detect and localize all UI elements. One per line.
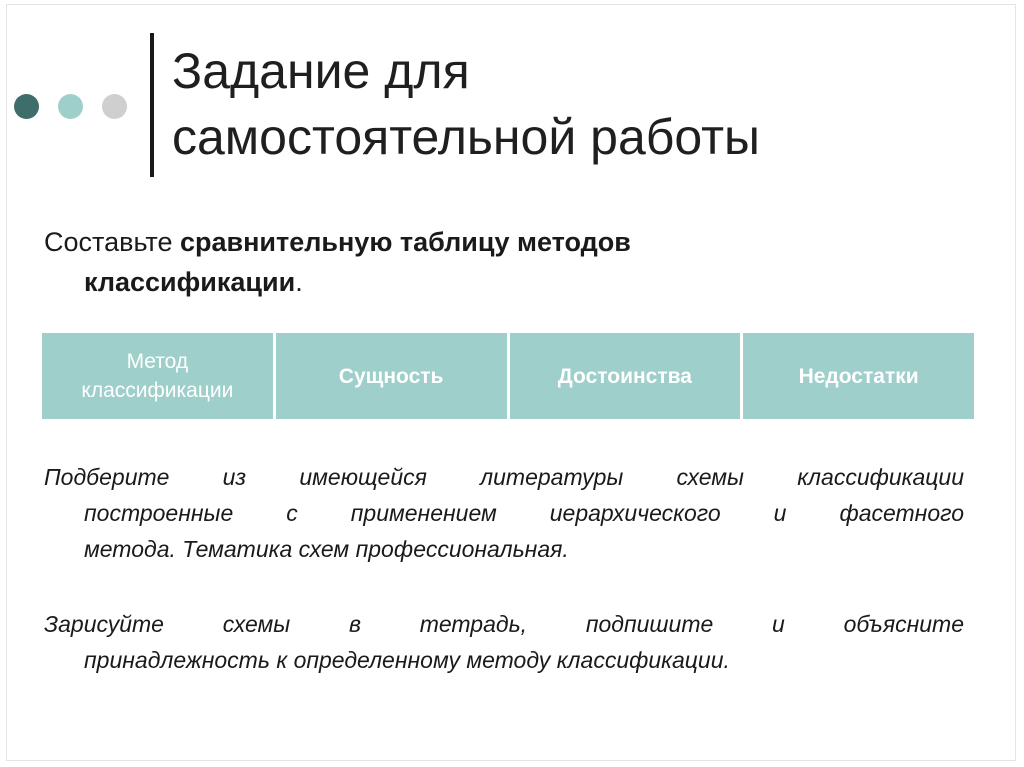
decor-dot-mid bbox=[58, 94, 83, 119]
slide-title bbox=[172, 38, 992, 170]
table-header-cell bbox=[743, 333, 974, 419]
comparison-table-header bbox=[42, 333, 974, 419]
table-header-cell bbox=[276, 333, 507, 419]
intro-end: . bbox=[295, 267, 303, 297]
paragraph-1-line-3: метода. Тематика схем профессиональная. bbox=[84, 536, 569, 562]
table-header-cell bbox=[510, 333, 741, 419]
intro-line-2 bbox=[44, 262, 964, 302]
decor-dot-dark bbox=[14, 94, 39, 119]
intro-lead: Составьте bbox=[44, 227, 180, 257]
header-essence: Сущность bbox=[338, 364, 444, 388]
paragraph-1-line-1: Подберите из имеющейся литературы схемы классификации bbox=[44, 464, 964, 490]
title-divider bbox=[150, 33, 154, 177]
paragraph-2-line-1: Зарисуйте схемы в тетрадь, подпишите и объясните bbox=[44, 611, 964, 637]
header-advantages: Достоинства bbox=[557, 364, 692, 388]
header-method-line-2: классификации bbox=[81, 379, 234, 402]
intro-bold-2: классификации bbox=[84, 267, 296, 297]
task-paragraph-1 bbox=[44, 459, 964, 567]
header-disadvantages: Недостатки bbox=[798, 364, 919, 388]
paragraph-2-line-2: принадлежность к определенному методу классификации. bbox=[84, 647, 730, 673]
task-paragraph-2 bbox=[44, 606, 964, 678]
table-header-cell bbox=[42, 333, 273, 419]
decor-dot-light bbox=[102, 94, 127, 119]
paragraph-1-line-2: построенные с применением иерархического и фасетного bbox=[84, 500, 964, 526]
task-intro bbox=[44, 222, 964, 302]
title-line-2: самостоятельной работы bbox=[172, 109, 760, 165]
header-method-line-1: Метод bbox=[126, 350, 189, 373]
intro-bold-1: сравнительную таблицу методов bbox=[179, 227, 631, 257]
title-line-1: Задание для bbox=[172, 43, 470, 99]
